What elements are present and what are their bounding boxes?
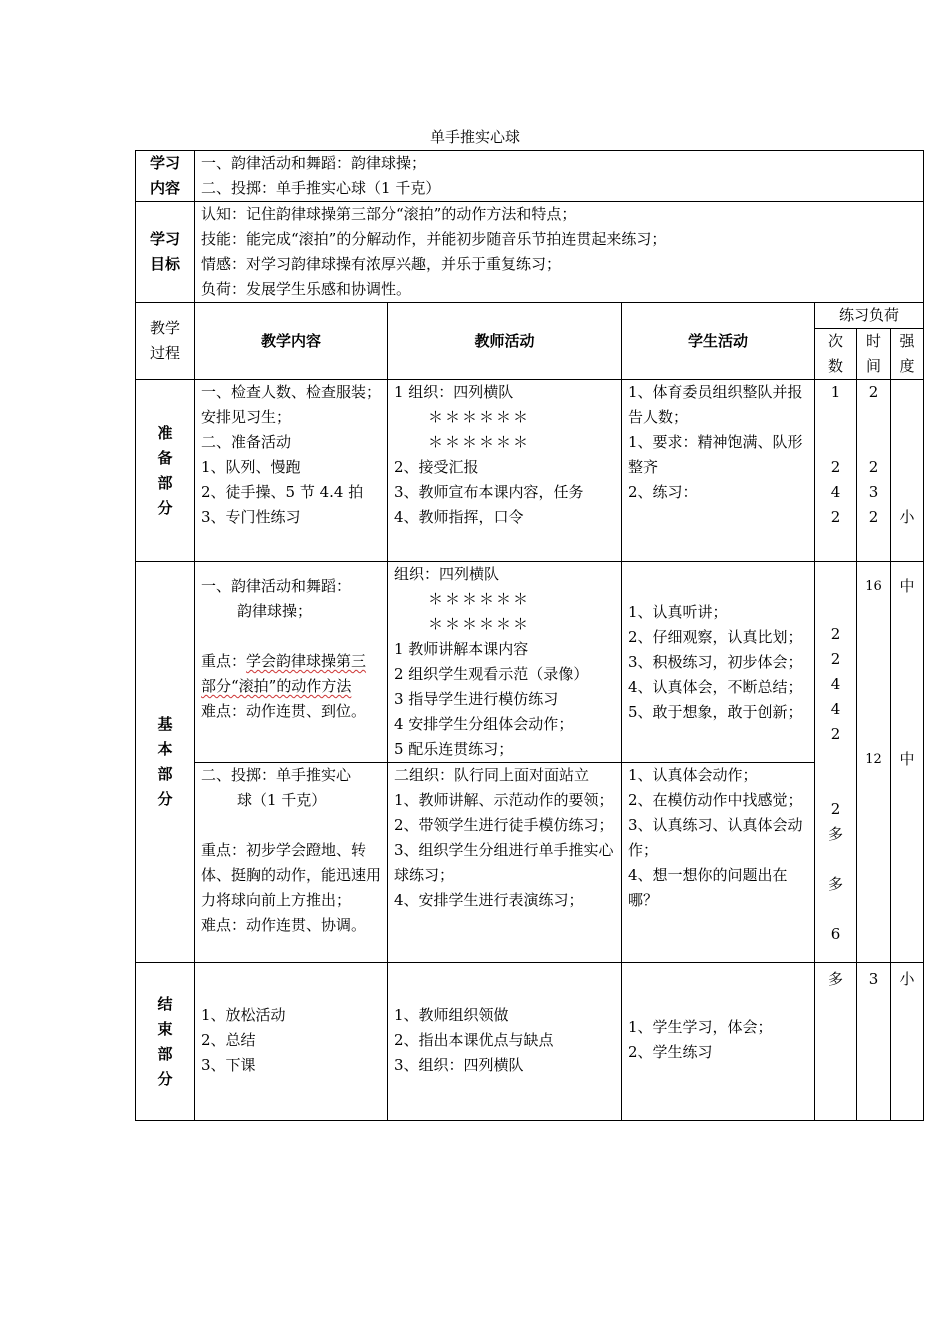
goal-line: 技能：能完成“滚拍”的分解动作，并能初步随音乐节拍连贯起来练习； (201, 230, 667, 248)
prep-student: 1、体育委员组织整队并报告人数； 1、要求：精神饱满、队形整齐 2、练习： (622, 380, 815, 562)
formation-stars: ＊＊＊＊＊＊ (428, 433, 531, 451)
header-intensity: 强 度 (891, 329, 924, 380)
study-content-line: 二、投掷：单手推实心球（1 千克） (201, 179, 441, 197)
goal-line: 负荷：发展学生乐感和协调性。 (201, 280, 412, 298)
formation-stars: ＊＊＊＊＊＊ (428, 615, 531, 633)
basic-content-2: 二、投掷：单手推实心 球（1 千克） 重点：初步学会蹬地、转体、挺胸的动作，能迅速用力将球向前上方推出； 难点：动作连贯、协调。 (195, 763, 388, 963)
header-process: 教学 过程 (136, 303, 195, 380)
prep-content: 一、检查人数、检查服装；安排见习生； 二、准备活动 1、队列、慢跑 2、徒手操、5 节 4.4 拍 3、专门性练习 (195, 380, 388, 562)
study-content-line: 一、韵律活动和舞蹈：韵律球操； (201, 154, 427, 172)
prep-section-label: 准 备 部 分 (136, 380, 195, 562)
study-content-label: 学习 内容 (136, 151, 195, 202)
lesson-plan-table (135, 150, 924, 1121)
basic-teacher-1: 组织：四列横队 ＊＊＊＊＊＊ ＊＊＊＊＊＊ 1 教师讲解本课内容 2 组织学生观看示范（录像） 3 指导学生进行模仿练习 4 安排学生分组体会动作； 5 配乐连贯练习； (388, 562, 622, 763)
header-duration: 时 间 (857, 329, 891, 380)
prep-intensity: 小 (891, 380, 924, 562)
goal-line: 情感：对学习韵律球操有浓厚兴趣，并乐于重复练习； (201, 255, 562, 273)
prep-duration: 2 2 3 2 (857, 380, 891, 562)
end-intensity: 小 (891, 963, 924, 1121)
formation-stars: ＊＊＊＊＊＊ (428, 408, 531, 426)
study-goals-cell (195, 202, 924, 303)
header-times: 次 数 (815, 329, 857, 380)
end-section-label: 结 束 部 分 (136, 963, 195, 1121)
prep-teacher: 1 组织：四列横队 ＊＊＊＊＊＊ ＊＊＊＊＊＊ 2、接受汇报 3、教师宣布本课内容，任务 4、教师指挥，口令 (388, 380, 622, 562)
basic-teacher-2: 二组织：队行同上面对面站立 1、教师讲解、示范动作的要领； 2、带领学生进行徒手模仿练习； 3、组织学生分组进行单手推实心球练习； 4、安排学生进行表演练习； (388, 763, 622, 963)
header-student: 学生活动 (622, 303, 815, 380)
basic-student-1: 1、认真听讲； 2、仔细观察，认真比划； 3、积极练习，初步体会； 4、认真体会，不断总结； 5、敢于想象，敢于创新； (622, 562, 815, 763)
prep-times: 1 2 4 2 (815, 380, 857, 562)
basic-content-1: 一、韵律活动和舞蹈： 韵律球操； 重点：学会韵律球操第三部分“滚拍”的动作方法 难点：动作连贯、到位。 (195, 562, 388, 763)
key-point-text: 学会韵律球操第三部分“滚拍”的动作方法 (201, 652, 367, 695)
basic-section-label: 基 本 部 分 (136, 562, 195, 963)
header-teacher: 教师活动 (388, 303, 622, 380)
basic-duration: 16 12 (857, 562, 891, 963)
end-student: 1、学生学习，体会； 2、学生练习 (622, 963, 815, 1121)
end-teacher: 1、教师组织领做 2、指出本课优点与缺点 3、组织：四列横队 (388, 963, 622, 1121)
goal-line: 认知：记住韵律球操第三部分“滚拍”的动作方法和特点； (201, 205, 577, 223)
study-goals-label: 学习 目标 (136, 202, 195, 303)
basic-intensity: 中 中 (891, 562, 924, 963)
header-content: 教学内容 (195, 303, 388, 380)
end-duration: 3 (857, 963, 891, 1121)
formation-stars: ＊＊＊＊＊＊ (428, 590, 531, 608)
header-load: 练习负荷 (815, 303, 924, 329)
study-content-cell (195, 151, 924, 202)
basic-student-2: 1、认真体会动作； 2、在模仿动作中找感觉； 3、认真练习、认真体会动作； 4、想一想你的问题出在哪？ (622, 763, 815, 963)
end-content: 1、放松活动 2、总结 3、下课 (195, 963, 388, 1121)
end-times: 多 (815, 963, 857, 1121)
page-title: 单手推实心球 (429, 128, 520, 146)
basic-times: 2 2 4 4 2 2 多 多 6 (815, 562, 857, 963)
